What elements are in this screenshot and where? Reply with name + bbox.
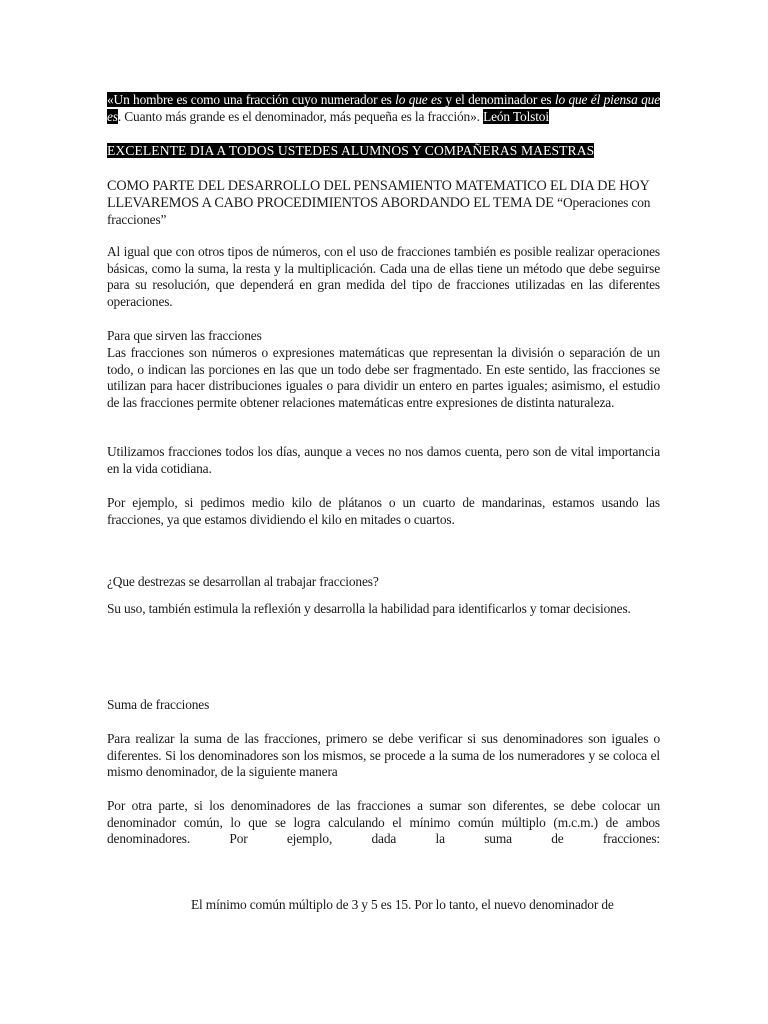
heading-para-que-sirven: Para que sirven las fracciones bbox=[107, 328, 262, 343]
heading-suma-fracciones: Suma de fracciones bbox=[107, 697, 210, 712]
intro-paragraph bbox=[107, 178, 660, 229]
intro-caps: COMO PARTE DEL DESARROLLO DEL PENSAMIENTO MATEMATICO EL DIA DE HOY LLEVAREMOS A CABO PROCEDIMIENTOS ABORDANDO EL TEMA DE bbox=[107, 178, 650, 211]
heading-destrezas: ¿Que destrezas se desarrollan al trabajar fracciones? bbox=[107, 574, 379, 589]
greeting-line bbox=[107, 143, 660, 160]
tolstoi-quote bbox=[107, 92, 660, 125]
greeting-text: EXCELENTE DIA A TODOS USTEDES ALUMNOS Y COMPAÑERAS MAESTRAS bbox=[107, 143, 595, 158]
quote-rest: . Cuanto más grande es el denominador, más pequeña es la fracción». bbox=[117, 108, 484, 124]
paragraph-definicion: Las fracciones son números o expresiones matemáticas que representan la división o separación de un todo, o indican las porciones en las que un todo debe ser fragmentado. En este sentido, las fracciones se utilizan para hacer distribuciones iguales o para dividir un entero en partes iguales; asimismo, el estudio de las fracciones permite obtener relaciones matemáticas entre expresiones de distinta naturaleza. bbox=[107, 345, 660, 410]
intro-topic: “Operaciones con fracciones” bbox=[107, 195, 651, 227]
paragraph-uso-diario: Utilizamos fracciones todos los días, aunque a veces no nos damos cuenta, pero son de vital importancia en la vida cotidiana. bbox=[107, 444, 660, 476]
paragraph-destrezas: Su uso, también estimula la reflexión y desarrolla la habilidad para identificarlos y tomar decisiones. bbox=[107, 601, 631, 616]
paragraph-ejemplo: Por ejemplo, si pedimos medio kilo de plátanos o un cuarto de mandarinas, estamos usando las fracciones, ya que estamos dividiendo el kilo en mitades o cuartos. bbox=[107, 495, 660, 527]
paragraph-suma-diferentes: Por otra parte, si los denominadores de las fracciones a sumar son diferentes, se debe colocar un denominador común, lo que se logra calculando el mínimo común múltiplo (m.c.m.) de ambos denominadores. Por ejemplo, dada la suma de fracciones: bbox=[107, 798, 660, 846]
quote-author: León Tolstoi bbox=[483, 108, 549, 124]
quote-numerator: lo que es bbox=[395, 92, 442, 107]
paragraph-suma-iguales: Para realizar la suma de las fracciones, primero se debe verificar si sus denominadores son iguales o diferentes. Si los denominadores son los mismos, se procede a la suma de los numeradores y se coloca el mismo denominador, de la siguiente manera bbox=[107, 731, 660, 779]
paragraph-operaciones: Al igual que con otros tipos de números, con el uso de fracciones también es posible realizar operaciones básicas, como la suma, la resta y la multiplicación. Cada una de ellas tiene un método que debe seguirse para su resolución, que dependerá en gran medida del tipo de fracciones utilizadas en las diferentes operaciones. bbox=[107, 244, 660, 309]
paragraph-mcm: El mínimo común múltiplo de 3 y 5 es 15. Por lo tanto, el nuevo denominador de bbox=[191, 897, 614, 912]
quote-mid: y el denominador es bbox=[441, 92, 555, 107]
quote-denominator: lo que él piensa que es bbox=[107, 92, 660, 124]
quote-open: «Un hombre es como una fracción cuyo numerador es bbox=[107, 92, 396, 107]
